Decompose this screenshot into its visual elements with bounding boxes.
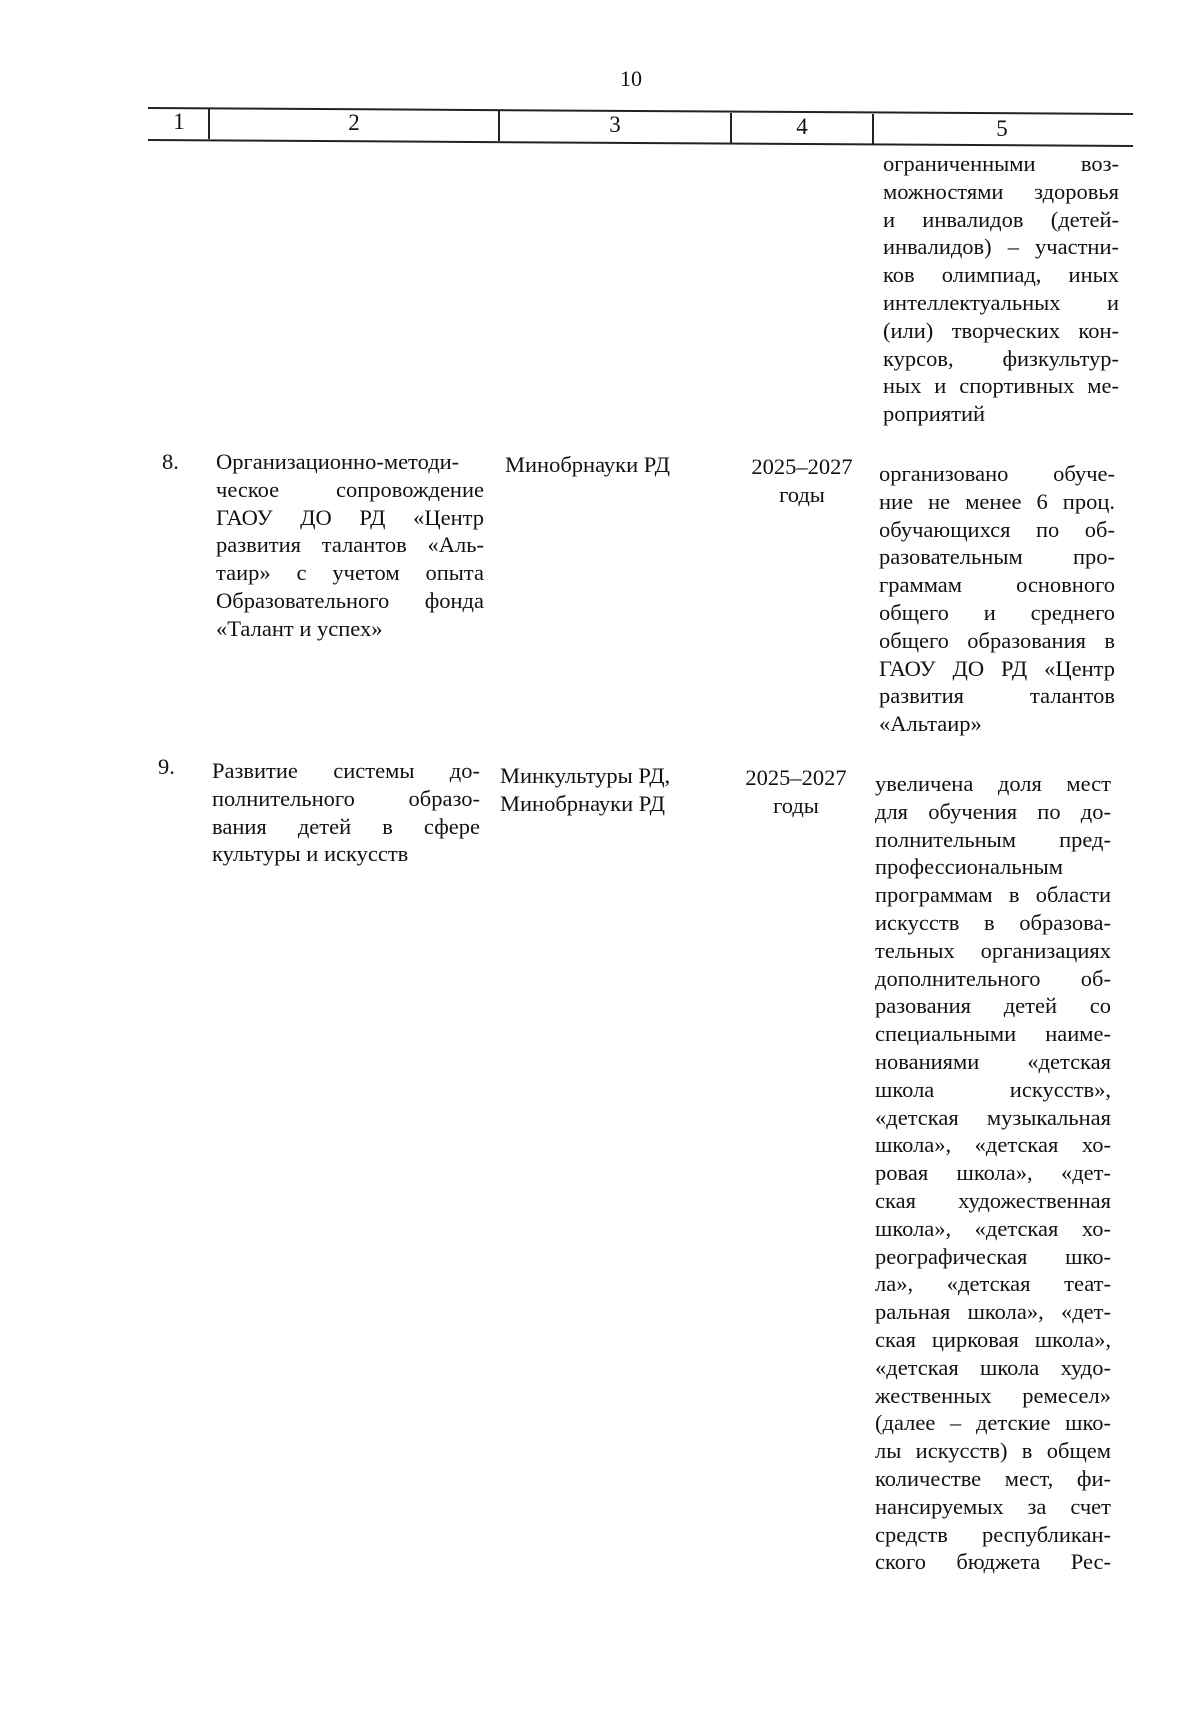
text-line: ского бюджета Рес- (875, 1549, 1111, 1575)
text-line: школа искусств», (875, 1076, 1111, 1102)
text-line: школа», «детская хо- (875, 1132, 1111, 1158)
text-line: инвалидов) – участни- (883, 234, 1119, 260)
header-col-4: 4 (796, 114, 808, 139)
text-line: нансируемых за счет (875, 1493, 1111, 1519)
text-line: Развитие системы до- (212, 758, 480, 783)
continuation-result (883, 150, 1119, 428)
text-line: Минкультуры РД, (500, 763, 671, 788)
text-line: ровая школа», «дет- (875, 1160, 1111, 1186)
text-line: специальными наиме- (875, 1021, 1111, 1047)
text-line: количестве мест, фи- (875, 1465, 1111, 1491)
text-line: (далее – детские шко- (875, 1410, 1111, 1436)
text-line: 2025–2027 (751, 454, 853, 479)
row-activity (216, 448, 484, 643)
text-line: «детская музыкальная (875, 1104, 1111, 1130)
text-line: организовано обуче- (879, 461, 1115, 486)
text-line: искусств в образова- (875, 909, 1111, 935)
text-line: развития талантов (879, 683, 1115, 709)
row-executor (500, 762, 720, 818)
header-col-3: 3 (609, 112, 621, 137)
text-line: можностями здоровья (883, 178, 1119, 204)
text-line: реографическая шко- (875, 1243, 1111, 1269)
text-line: Минобрнауки РД (505, 452, 670, 477)
text-line: «Талант и успех» (216, 615, 383, 641)
text-line: таир» с учетом опыта (216, 560, 484, 586)
text-line: программам в области (875, 882, 1111, 908)
header-col-1: 1 (173, 109, 185, 134)
text-line: Образовательного фонда (216, 587, 484, 613)
text-line: ГАОУ ДО РД «Центр (879, 655, 1115, 681)
text-line: ных и спортивных ме- (883, 373, 1119, 399)
text-line: ние не менее 6 проц. (879, 488, 1115, 514)
text-line: средств республикан- (875, 1521, 1111, 1547)
text-line: нованиями «детская (875, 1048, 1111, 1074)
text-line: и инвалидов (детей- (883, 206, 1119, 232)
text-line: граммам основного (879, 572, 1115, 598)
text-line: обучающихся по об- (879, 516, 1115, 542)
text-line: общего и среднего (879, 599, 1115, 625)
row-number: 8. (162, 449, 179, 474)
text-line: культуры и искусств (212, 841, 409, 867)
text-line: 2025–2027 (745, 765, 847, 790)
text-line: роприятий (883, 401, 986, 427)
text-line: развития талантов «Аль- (216, 532, 484, 558)
row-executor (505, 451, 725, 479)
text-line: годы (779, 481, 825, 507)
text-line: ская цирковая школа», (875, 1326, 1111, 1352)
text-line: лы искусств) в общем (875, 1438, 1111, 1464)
text-line: ла», «детская теат- (875, 1271, 1111, 1297)
text-line: тельных организациях (875, 937, 1111, 963)
row-result (875, 770, 1111, 1576)
text-line: Организационно-методи- (216, 449, 460, 474)
text-line: профессиональным (875, 854, 1064, 880)
text-line: ков олимпиад, иных (883, 262, 1119, 288)
header-col-5: 5 (996, 116, 1008, 141)
text-line: вания детей в сфере (212, 813, 480, 839)
text-line: полнительного образо- (212, 785, 480, 811)
text-line: для обучения по до- (875, 798, 1111, 824)
text-line: дополнительного об- (875, 965, 1111, 991)
text-line: школа», «детская хо- (875, 1215, 1111, 1241)
text-line: «детская школа худо- (875, 1354, 1111, 1380)
text-line: «Альтаир» (879, 711, 982, 737)
text-line: Минобрнауки РД (500, 790, 665, 816)
text-line: общего образования в (879, 627, 1115, 653)
page-number: 10 (620, 66, 642, 91)
text-line: годы (773, 792, 819, 818)
text-line: ская художественная (875, 1187, 1111, 1213)
row-period (726, 764, 866, 820)
row-result (879, 460, 1115, 738)
header-col-2: 2 (348, 110, 360, 135)
text-line: ческое сопровождение (216, 476, 484, 502)
text-line: разовательным про- (879, 544, 1115, 570)
text-line: полнительным пред- (875, 826, 1111, 852)
text-line: ограниченными воз- (883, 151, 1119, 176)
text-line: жественных ремесел» (875, 1382, 1111, 1408)
text-line: интеллектуальных и (883, 289, 1119, 315)
text-line: ГАОУ ДО РД «Центр (216, 504, 484, 530)
text-line: курсов, физкультур- (883, 345, 1119, 371)
text-line: разования детей со (875, 993, 1111, 1019)
row-activity (212, 757, 480, 868)
text-line: увеличена доля мест (875, 771, 1111, 796)
text-line: (или) творческих кон- (883, 317, 1119, 343)
row-number: 9. (158, 754, 175, 779)
text-line: ральная школа», «дет- (875, 1299, 1111, 1325)
row-period (732, 453, 872, 509)
